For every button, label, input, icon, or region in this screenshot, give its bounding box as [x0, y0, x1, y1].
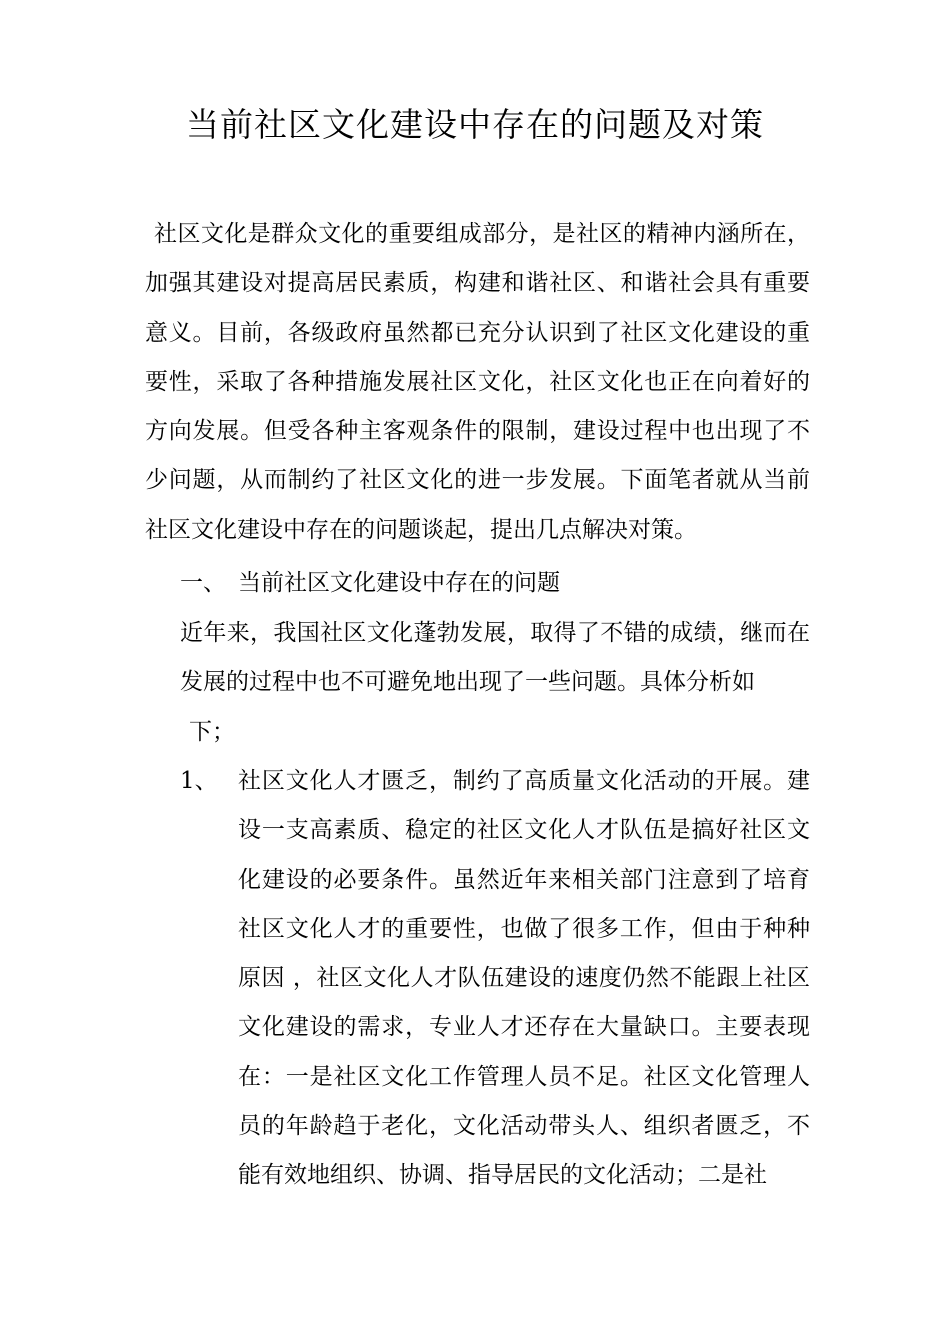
section-number: 一、 — [180, 570, 226, 596]
document-title: 当前社区文化建设中存在的问题及对策 — [186, 105, 764, 144]
list-item-marker: 1、 — [180, 768, 218, 794]
section-intro-tail: 下； — [189, 718, 235, 745]
section-intro-main: 近年来，我国社区文化蓬勃发展，取得了不错的成绩，继而在发展的过程中也不可避免地出现了一些问题。具体分析如 — [180, 620, 810, 696]
list-item-text: 社区文化人才匮乏，制约了高质量文化活动的开展。建设一支高素质、稳定的社区文化人才队伍是搞好社区文化建设的必要条件。虽然近年来相关部门注意到了培育社区文化人才的重要性，也做了很多工作，但由于种种原因 ，社区文化人才队伍建设的速度仍然不能跟上社区文化建设的需求，专业人才还存在大量缺口。主要表现在：一是社区文化工作管理人员不足。社区文化管理人员的年龄趋于老化，文化活动带头人、组织者匮乏，不能有效地组织、协调、指导居民的文化活动；二是社 — [238, 768, 810, 1189]
section-heading-text: 当前社区文化建设中存在的问题 — [238, 570, 560, 596]
section-intro-paragraph — [180, 609, 810, 757]
list-item — [180, 757, 810, 1201]
intro-paragraph: 社区文化是群众文化的重要组成部分，是社区的精神内涵所在，加强其建设对提高居民素质，构建和谐社区、和谐社会具有重要意义。目前，各级政府虽然都已充分认识到了社区文化建设的重要性，采取了各种措施发展社区文化，社区文化也正在向着好的方向发展。但受各种主客观条件的限制，建设过程中也出现了不少问题，从而制约了社区文化的进一步发展。下面笔者就从当前社区文化建设中存在的问题谈起，提出几点解决对策。 — [145, 221, 810, 543]
section-heading — [180, 559, 810, 608]
